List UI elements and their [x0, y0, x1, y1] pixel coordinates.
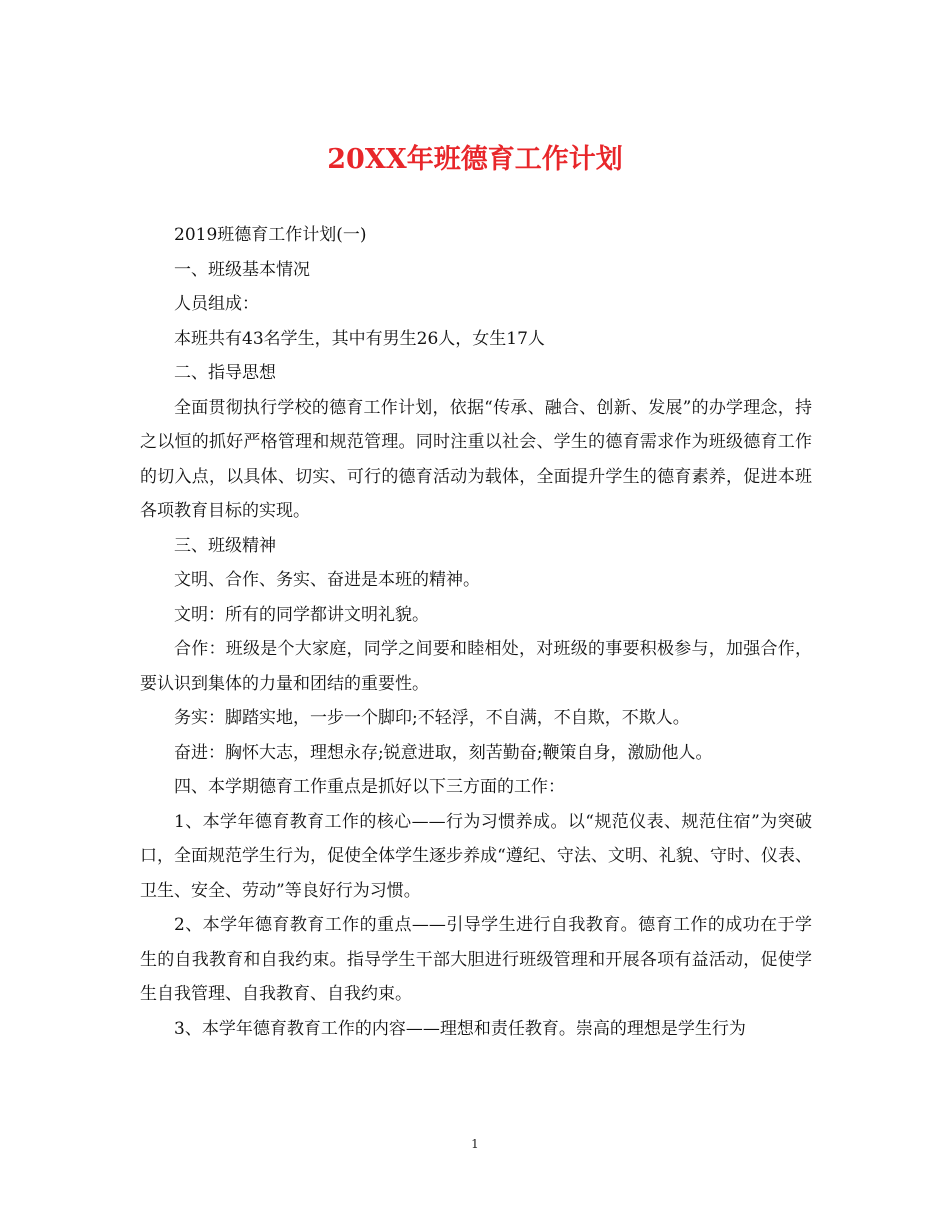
paragraph: 二、指导思想 [174, 363, 276, 383]
page-number: 1 [471, 1137, 479, 1151]
document-title: 20XX年班德育工作计划 [327, 144, 623, 175]
paragraph: 奋进：胸怀大志，理想永存;锐意进取，刻苦勤奋;鞭策自身，激励他人。 [174, 742, 713, 763]
paragraph: 务实：脚踏实地，一步一个脚印;不轻浮，不自满，不自欺，不欺人。 [174, 708, 690, 728]
paragraph: 四、本学期德育工作重点是抓好以下三方面的工作： [174, 777, 565, 797]
paragraph: 一、班级基本情况 [174, 259, 310, 280]
paragraph: 三、班级精神 [174, 535, 276, 556]
paragraph: 合作：班级是个大家庭，同学之间要和睦相处，对班级的事要积极参与，加强合作，要认识到集体的力量和团结的重要性。 [140, 639, 812, 694]
paragraph: 3、本学年德育教育工作的内容——理想和责任教育。崇高的理想是学生行为 [174, 1018, 746, 1039]
paragraph: 文明：所有的同学都讲文明礼貌。 [174, 604, 429, 625]
document-body [140, 218, 812, 1046]
paragraph: 文明、合作、务实、奋进是本班的精神。 [174, 570, 480, 590]
paragraph: 本班共有43名学生，其中有男生26人，女生17人 [174, 328, 545, 349]
paragraph: 1、本学年德育教育工作的核心——行为习惯养成。以“规范仪表、规范住宿”为突破口，全面规范学生行为，促使全体学生逐步养成“遵纪、守法、文明、礼貌、守时、仪表、卫生、安全、劳动”等良好行为习惯。 [140, 811, 812, 901]
paragraph: 2019班德育工作计划(一) [174, 225, 367, 245]
paragraph: 全面贯彻执行学校的德育工作计划，依据“传承、融合、创新、发展”的办学理念，持之以恒的抓好严格管理和规范管理。同时注重以社会、学生的德育需求作为班级德育工作的切入点，以具体、切实、可行的德育活动为载体，全面提升学生的德育素养，促进本班各项教育目标的实现。 [140, 397, 812, 521]
paragraph: 人员组成： [174, 294, 259, 314]
paragraph: 2、本学年德育教育工作的重点——引导学生进行自我教育。德育工作的成功在于学生的自我教育和自我约束。指导学生干部大胆进行班级管理和开展各项有益活动，促使学生自我管理、自我教育、自我约束。 [140, 915, 812, 1004]
